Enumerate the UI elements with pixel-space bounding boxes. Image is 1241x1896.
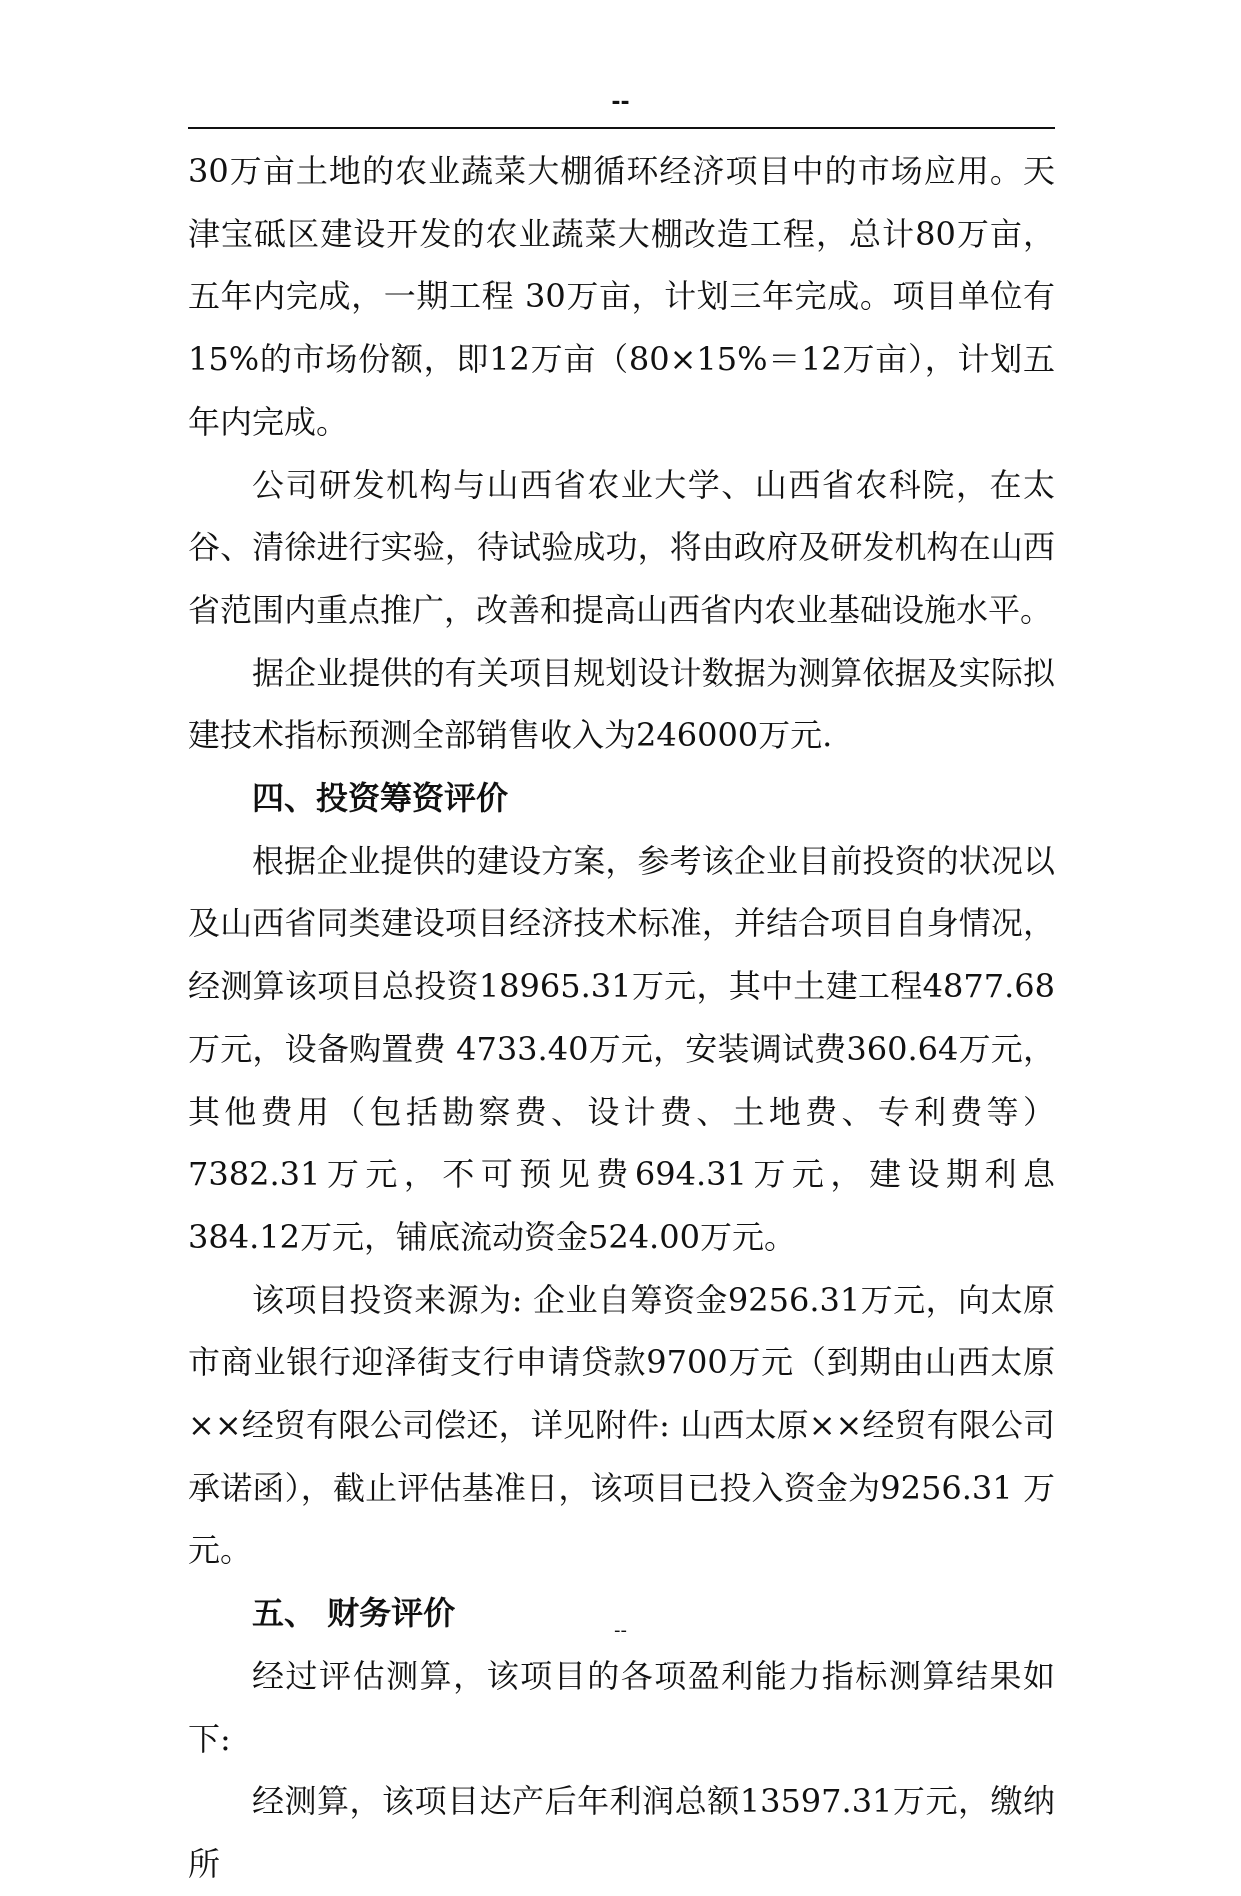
paragraph-market-application: 30万亩土地的农业蔬菜大棚循环经济项目中的市场应用。天津宝砥区建设开发的农业蔬菜大棚改造工程，总计80万亩，五年内完成，一期工程 30万亩，计划三年完成。项目单位有15%的市场份额，即12万亩（80×15%＝12万亩），计划五年内完成。: [188, 152, 1055, 441]
header-rule: [188, 127, 1055, 129]
section-heading-financial: 五、 财务评价: [252, 1594, 456, 1633]
paragraph-profitability-intro: 经过评估测算，该项目的各项盈利能力指标测算结果如下:: [188, 1656, 1055, 1758]
paragraph-total-investment: 根据企业提供的建设方案，参考该企业目前投资的状况以及山西省同类建设项目经济技术标准，并结合项目自身情况，经测算该项目总投资18965.31万元，其中土建工程4877.68万元，设备购置费 4733.40万元，安装调试费360.64万元，其他费用（包括勘察费、设计费、土地费、专利费等）7382.31万元，不可预见费694.31万元，建设期利息384.12万元，铺底流动资金524.00万元。: [188, 841, 1055, 1256]
page-footer-mark: --: [614, 1620, 627, 1641]
paragraph-sales-revenue: 据企业提供的有关项目规划设计数据为测算依据及实际拟建技术指标预测全部销售收入为246000万元.: [188, 653, 1055, 755]
section-heading-investment: 四、投资筹资评价: [252, 779, 509, 818]
paragraph-research-institutions: 公司研发机构与山西省农业大学、山西省农科院，在太谷、清徐进行实验，待试验成功，将由政府及研发机构在山西省范围内重点推广，改善和提高山西省内农业基础设施水平。: [188, 465, 1055, 629]
page-header-mark: --: [611, 90, 630, 115]
paragraph-funding-sources: 该项目投资来源为: 企业自筹资金9256.31万元，向太原市商业银行迎泽街支行申请贷款9700万元（到期由山西太原××经贸有限公司偿还，详见附件: 山西太原××经贸有限公司承诺函），截止评估基准日，该项目已投入资金为9256.31 万元。: [188, 1280, 1055, 1570]
paragraph-annual-profit: 经测算，该项目达产后年利润总额13597.31万元，缴纳所: [188, 1782, 1055, 1883]
